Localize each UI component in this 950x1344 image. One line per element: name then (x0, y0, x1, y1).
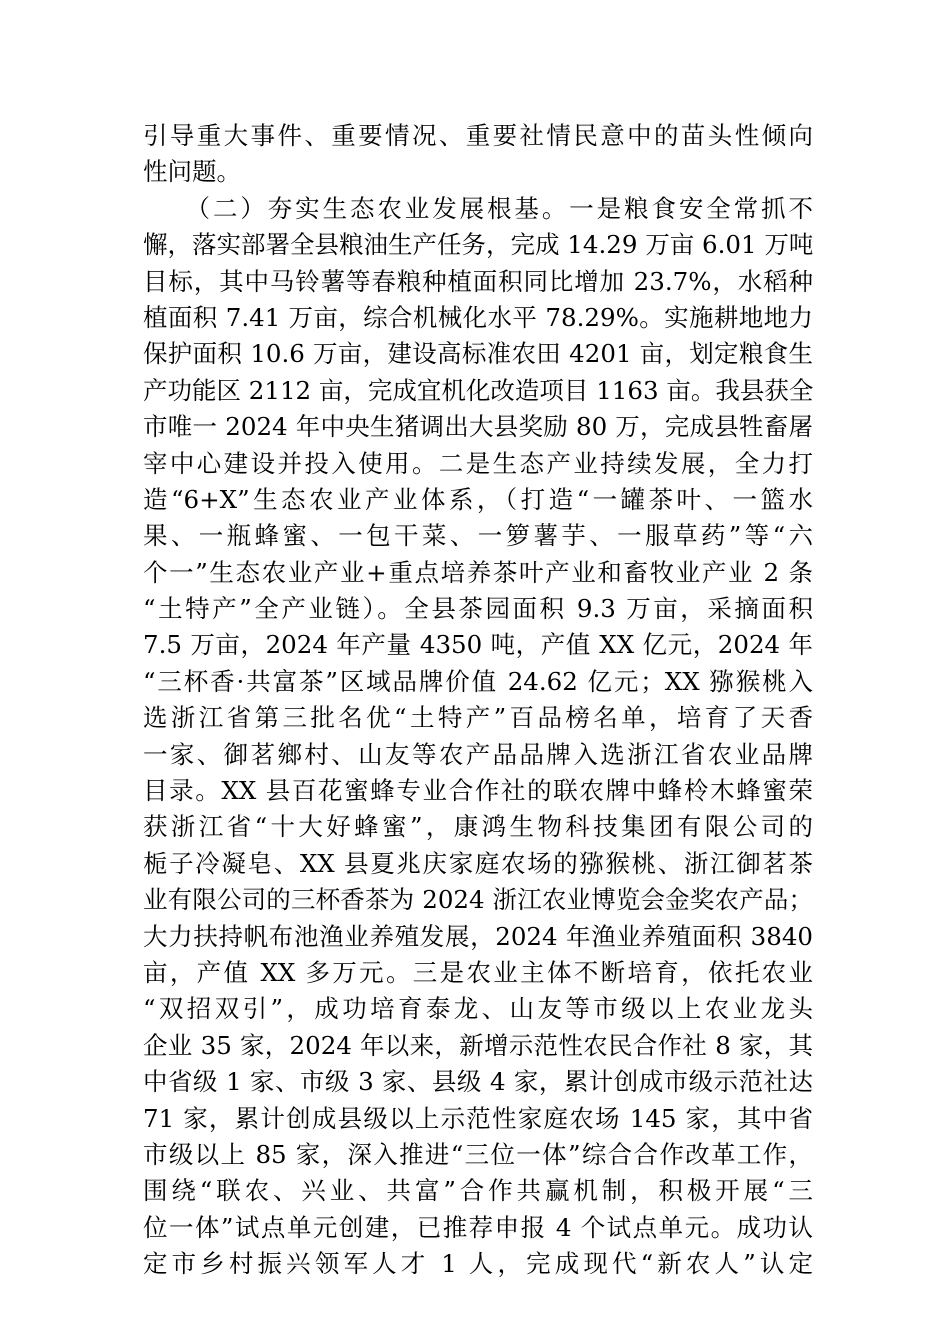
text-line-7: 保护面积 10.6 万亩，建设高标准农田 4201 亩，划定粮食生 (143, 339, 813, 369)
text-line-32: 定市乡村振兴领军人才 1 人，完成现代“新农人”认定 (143, 1249, 813, 1279)
text-line-26: 企业 35 家，2024 年以来，新增示范性农民合作社 8 家，其 (143, 1030, 813, 1060)
text-line-15: 7.5 万亩，2024 年产量 4350 吨，产值 XX 亿元，2024 年 (143, 630, 813, 660)
text-line-16: “三杯香·共富茶”区域品牌价值 24.62 亿元；XX 猕猴桃入 (143, 666, 813, 696)
text-line-23: 大力扶持帆布池渔业养殖发展，2024 年渔业养殖面积 3840 (143, 921, 813, 951)
text-line-11: 造“6+X”生态农业产业体系，（打造“一罐茶叶、一篮水 (143, 484, 813, 514)
text-line-29: 市级以上 85 家，深入推进“三位一体”综合合作改革工作， (143, 1139, 813, 1169)
text-line-24: 亩，产值 XX 多万元。三是农业主体不断培育，依托农业 (143, 957, 813, 987)
text-line-13: 个一”生态农业产业+重点培养茶叶产业和畜牧业产业 2 条 (143, 557, 813, 587)
text-line-20: 获浙江省“十大好蜂蜜”，康鸿生物科技集团有限公司的 (143, 812, 813, 842)
text-line-22: 业有限公司的三杯香茶为 2024 浙江农业博览会金奖农产品； (143, 885, 813, 915)
text-line-31: 位一体”试点单元创建，已推荐申报 4 个试点单元。成功认 (143, 1212, 813, 1242)
text-line-1: 引导重大事件、重要情况、重要社情民意中的苗头性倾向 (143, 121, 813, 150)
text-line-18: 一家、御茗鄉村、山友等农产品品牌入选浙江省农业品牌 (143, 739, 813, 769)
text-line-17: 选浙江省第三批名优“土特产”百品榜名单，培育了天香 (143, 703, 813, 733)
text-line-27: 中省级 1 家、市级 3 家、县级 4 家，累计创成市级示范社达 (143, 1067, 813, 1097)
text-line-19: 目录。XX 县百花蜜蜂专业合作社的联农牌中蜂柃木蜂蜜荣 (143, 776, 813, 806)
text-line-10: 宰中心建设并投入使用。二是生态产业持续发展，全力打 (143, 448, 813, 478)
text-line-8: 产功能区 2112 亩，完成宜机化改造项目 1163 亩。我县获全 (143, 375, 814, 405)
text-line-30: 围绕“联农、兴业、共富”合作共赢机制，积极开展“三 (143, 1176, 813, 1206)
text-line-28: 71 家，累计创成县级以上示范性家庭农场 145 家，其中省 (143, 1103, 813, 1133)
text-line-2: 性问题。 (143, 157, 241, 187)
text-line-3: （二）夯实生态农业发展根基。一是粮食安全常抓不 (143, 193, 813, 223)
text-line-21: 栀子冷凝皂、XX 县夏兆庆家庭农场的猕猴桃、浙江御茗茶 (143, 848, 813, 878)
text-line-14: “土特产”全产业链）。全县茶园面积 9.3 万亩，采摘面积 (143, 594, 813, 624)
text-line-5: 目标，其中马铃薯等春粮种植面积同比增加 23.7%，水稻种 (143, 266, 813, 296)
text-line-25: “双招双引”，成功培育泰龙、山友等市级以上农业龙头 (143, 994, 813, 1024)
text-line-6: 植面积 7.41 万亩，综合机械化水平 78.29%。实施耕地地力 (143, 302, 813, 332)
text-line-9: 市唯一 2024 年中央生猪调出大县奖励 80 万，完成县牲畜屠 (143, 412, 813, 442)
text-line-12: 果、一瓶蜂蜜、一包干菜、一箩薯芋、一服草药”等“六 (143, 521, 813, 551)
text-line-4: 懈，落实部署全县粮油生产任务，完成 14.29 万亩 6.01 万吨 (143, 230, 814, 260)
body-text (143, 118, 813, 1283)
